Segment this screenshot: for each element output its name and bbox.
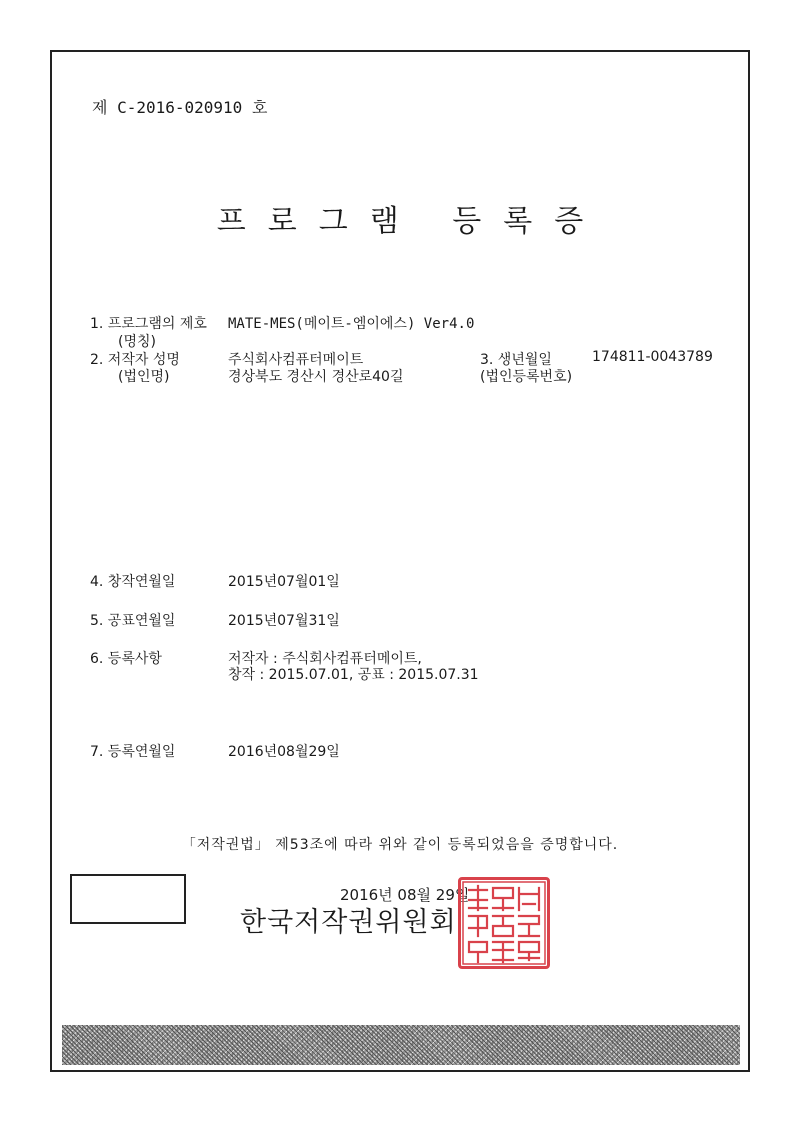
birth-value: 174811-0043789	[592, 349, 713, 365]
program-name-sublabel: (명칭)	[118, 334, 156, 350]
publication-date-label: 5. 공표연월일	[90, 613, 176, 629]
issuer-name: 한국저작권위원회	[240, 907, 457, 938]
official-seal	[458, 877, 550, 969]
author-address: 경상북도 경산시 경산로40길	[228, 369, 404, 385]
registration-number: 제 C-2016-020910 호	[92, 98, 268, 117]
registration-items-line2: 창작 : 2015.07.01, 공표 : 2015.07.31	[228, 667, 479, 683]
author-label: 2. 저작자 성명	[90, 352, 180, 368]
signature-box	[70, 874, 186, 924]
program-name-label: 1. 프로그램의 제호	[90, 316, 207, 332]
registration-items-line1: 저작자 : 주식회사컴퓨터메이트,	[228, 651, 422, 667]
creation-date-label: 4. 창작연월일	[90, 574, 176, 590]
program-name-value: MATE-MES(메이트-엠이에스) Ver4.0	[228, 316, 475, 332]
registration-items-label: 6. 등록사항	[90, 651, 162, 667]
issue-date: 2016년 08월 29일	[340, 886, 470, 904]
author-value: 주식회사컴퓨터메이트	[228, 352, 364, 368]
seal-icon	[461, 880, 547, 966]
certification-statement: 「저작권법」 제53조에 따라 위와 같이 등록되었음을 증명합니다.	[181, 837, 619, 853]
author-sublabel: (법인명)	[118, 369, 170, 385]
publication-date-value: 2015년07월31일	[228, 613, 340, 629]
registration-date-value: 2016년08월29일	[228, 744, 340, 760]
creation-date-value: 2015년07월01일	[228, 574, 340, 590]
certificate-title: 프로그램 등록증	[216, 204, 606, 239]
birth-label: 3. 생년월일	[480, 352, 552, 368]
birth-sublabel: (법인등록번호)	[480, 369, 573, 385]
registration-date-label: 7. 등록연월일	[90, 744, 176, 760]
security-pattern-band	[62, 1025, 740, 1065]
